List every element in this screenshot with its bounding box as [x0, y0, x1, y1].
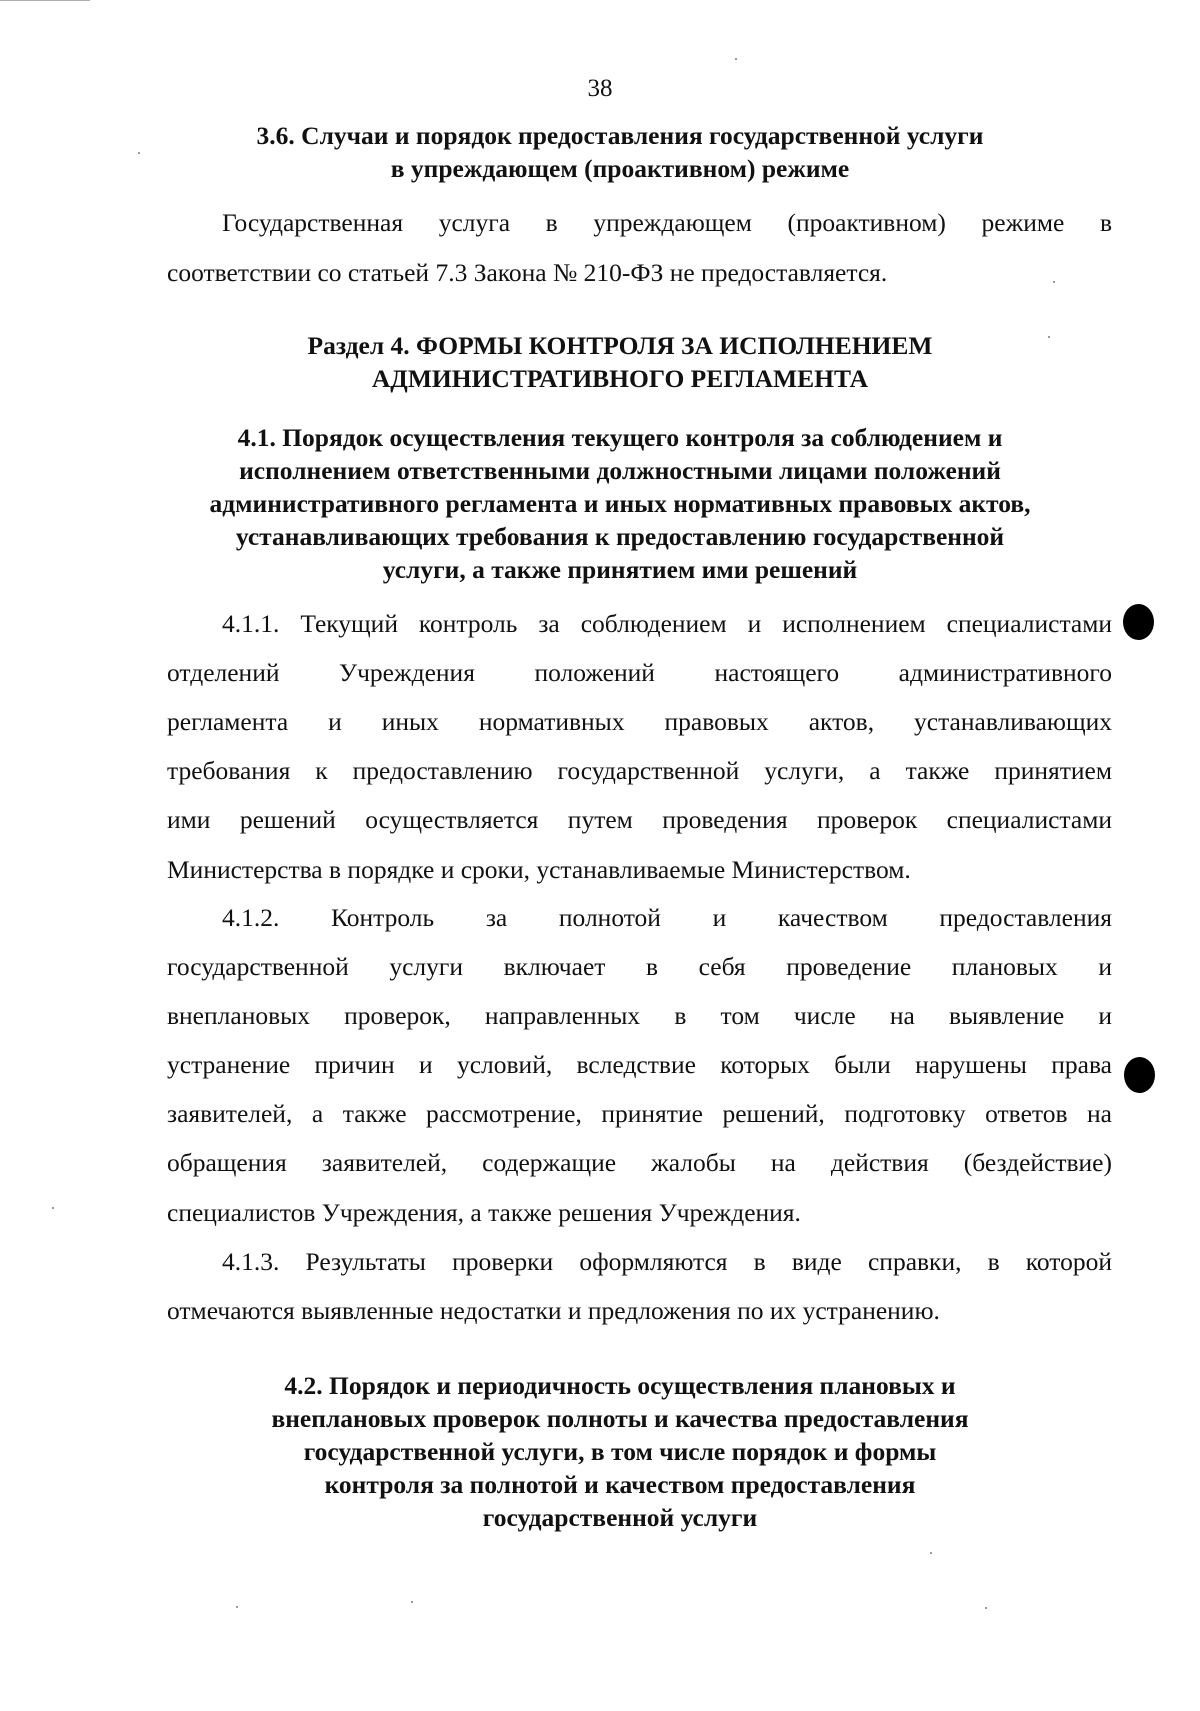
heading-line: внеплановых проверок полноты и качества предоставления: [271, 1404, 969, 1433]
paragraph-line: регламента и иных нормативных правовых актов, устанавливающих: [167, 707, 1112, 736]
heading-3-6: [140, 119, 1100, 185]
punch-hole-mark: [1124, 1057, 1155, 1093]
paragraph-line: 4.1.3. Результаты проверки оформляются в виде справки, в которой: [222, 1247, 1112, 1276]
paragraph-line: соответствии со статьей 7.3 Закона № 210-ФЗ не предоставляется.: [167, 258, 888, 287]
heading-line: АДМИНИСТРАТИВНОГО РЕГЛАМЕНТА: [371, 364, 869, 393]
paragraph-line: требования к предоставлению государственной услуги, а также принятием: [167, 756, 1112, 785]
heading-line: устанавливающих требования к предоставлению государственной: [235, 522, 1005, 551]
heading-line: 3.6. Случаи и порядок предоставления государственной услуги: [256, 121, 984, 150]
heading-line: 4.1. Порядок осуществления текущего контроля за соблюдением и: [237, 423, 1003, 452]
heading-4-2: [140, 1369, 1100, 1534]
paragraph-line: государственной услуги включает в себя проведение плановых и: [167, 952, 1112, 981]
scan-speck: [735, 58, 737, 60]
scan-corner-mark: [0, 0, 90, 4]
paragraph-line: ими решений осуществляется путем проведения проверок специалистами: [167, 805, 1112, 834]
paragraph-line: 4.1.2. Контроль за полнотой и качеством предоставления: [222, 903, 1112, 932]
paragraph-line: внеплановых проверок, направленных в том числе на выявление и: [167, 1001, 1112, 1030]
paragraph-line: отмечаются выявленные недостатки и предложения по их устранению.: [167, 1296, 940, 1325]
paragraph-line: заявителей, а также рассмотрение, принятие решений, подготовку ответов на: [167, 1099, 1112, 1128]
heading-4-1: [140, 421, 1100, 586]
heading-line: государственной услуги: [482, 1503, 758, 1532]
heading-section-4: [140, 329, 1100, 395]
scan-speck: [930, 1552, 932, 1554]
paragraph-line: обращения заявителей, содержащие жалобы на действия (бездействие): [167, 1148, 1112, 1177]
page-number: 38: [587, 75, 613, 102]
paragraph-line: отделений Учреждения положений настоящего административного: [167, 658, 1112, 687]
paragraph-line: Министерства в порядке и сроки, устанавливаемые Министерством.: [167, 855, 911, 884]
scan-speck: [985, 1607, 987, 1609]
heading-line: исполнением ответственными должностными лицами положений: [239, 456, 1001, 485]
scan-speck: [236, 1606, 238, 1608]
scan-speck: [138, 152, 140, 154]
heading-line: государственной услуги, в том числе порядок и формы: [303, 1437, 937, 1466]
punch-hole-mark: [1123, 604, 1154, 640]
paragraph-line: устранение причин и условий, вследствие которых были нарушены права: [167, 1050, 1112, 1079]
heading-line: контроля за полнотой и качеством предоставления: [324, 1470, 916, 1499]
heading-line: административного регламента и иных нормативных правовых актов,: [209, 489, 1031, 518]
scan-speck: [1053, 281, 1055, 283]
paragraph-line: Государственная услуга в упреждающем (проактивном) режиме в: [222, 208, 1112, 237]
heading-line: в упреждающем (проактивном) режиме: [390, 154, 850, 183]
scan-speck: [411, 1601, 413, 1603]
heading-line: Раздел 4. ФОРМЫ КОНТРОЛЯ ЗА ИСПОЛНЕНИЕМ: [307, 331, 933, 360]
heading-line: услуги, а также принятием ими решений: [382, 555, 858, 584]
scan-speck: [1048, 336, 1050, 338]
paragraph-line: специалистов Учреждения, а также решения Учреждения.: [167, 1198, 801, 1227]
paragraph-line: 4.1.1. Текущий контроль за соблюдением и исполнением специалистами: [222, 609, 1112, 638]
heading-line: 4.2. Порядок и периодичность осуществления плановых и: [284, 1371, 956, 1400]
scan-speck: [52, 1207, 54, 1209]
